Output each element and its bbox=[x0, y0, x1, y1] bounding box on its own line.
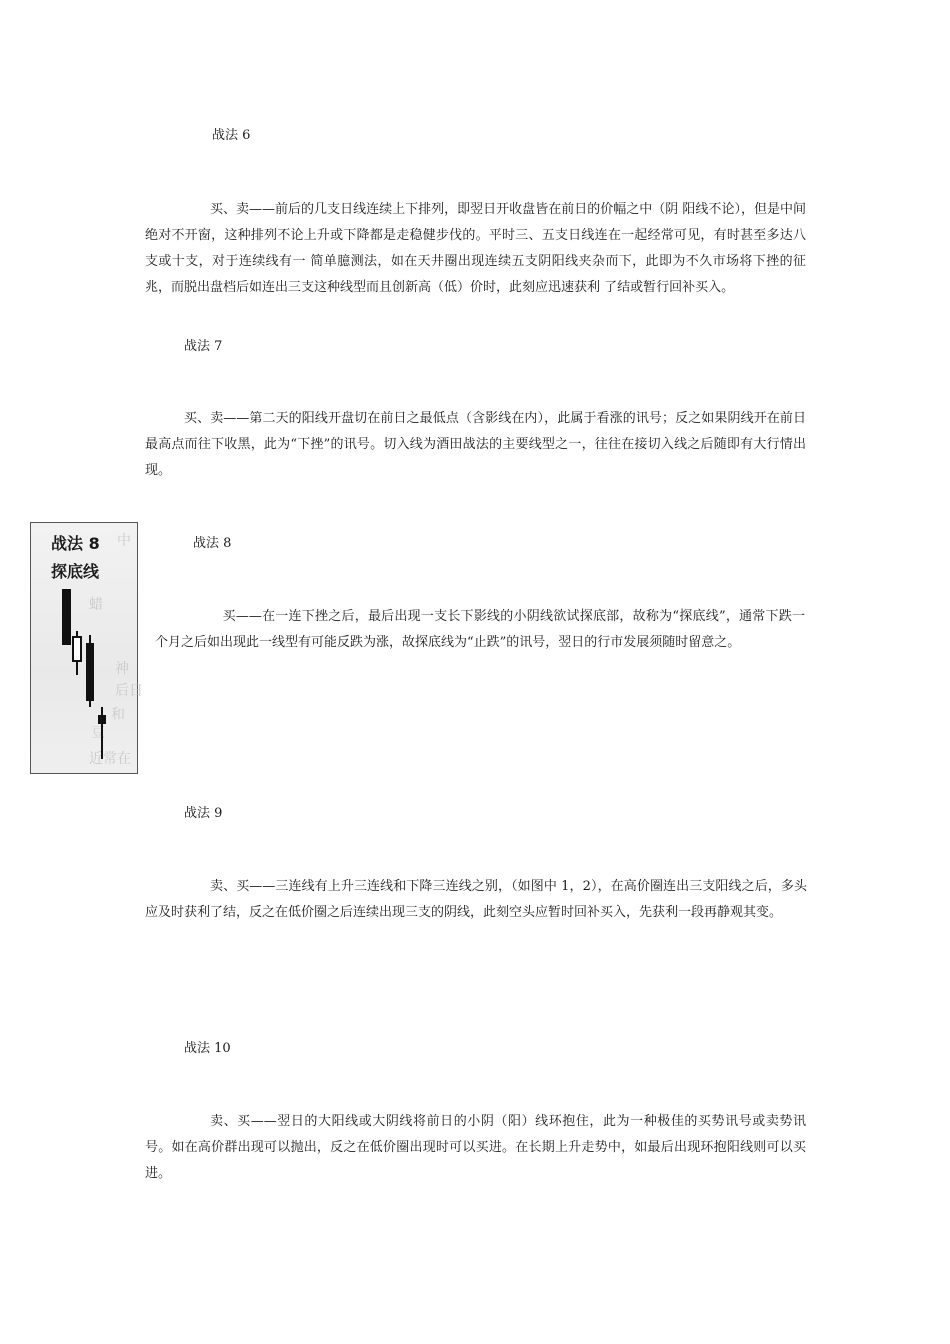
svg-text:近常在: 近常在 bbox=[89, 751, 131, 767]
candle-3 bbox=[86, 643, 94, 701]
candle-4 bbox=[98, 715, 106, 724]
svg-text:和: 和 bbox=[111, 707, 125, 723]
section-6-text: 买、卖——前后的几支日线连续上下排列，即翌日开收盘皆在前日的价幅之中（阴 阳线不论），但是中间绝对不开窗，这种排列不论上升或下降都是走稳健步伐的。平时三、五支日线连在一起经常可见，有时甚至多达八支或十支，对于连续线有一 简单臆测法，如在天井圈出现连续五支阴阳线夹杂而下，此即为不久市场将下挫的征兆，而脱出盘档后如连出三支这种线型而且创新高（低）价时，此刻应迅速获利 了结或暂行回补买入。 bbox=[145, 202, 806, 295]
section-10-title: 战法 10 bbox=[184, 1041, 231, 1056]
section-7-text: 买、卖——第二天的阳线开盘切在前日之最低点（含影线在内），此属于看涨的讯号；反之如果阴线开在前日最高点而往下收黑，此为“下挫”的讯号。切入线为酒田战法的主要线型之一，往往在接切入线之后随即有大行情出现。 bbox=[145, 411, 806, 478]
candlestick-chart-icon bbox=[31, 523, 143, 775]
section-8-title: 战法 8 bbox=[193, 536, 232, 551]
section-9-text: 卖、买——三连线有上升三连线和下降三连线之别，（如图中 1，2），在高价圈连出三支阳线之后，多头应及时获利了结，反之在低价圈之后连续出现三支的阴线，此刻空头应暂时回补买入，先获利一段再静观其变。 bbox=[145, 879, 807, 920]
candle-1 bbox=[62, 589, 71, 645]
section-10-text: 卖、买——翌日的大阳线或大阴线将前日的小阴（阳）线环抱住，此为一种极佳的买势讯号或卖势讯号。如在高价群出现可以抛出，反之在低价圈出现时可以买进。在长期上升走势中，如最后出现环抱阳线则可以买进。 bbox=[145, 1114, 806, 1181]
svg-text:后日: 后日 bbox=[115, 683, 143, 699]
candle-2 bbox=[73, 637, 81, 661]
candlestick-figure bbox=[30, 522, 143, 774]
section-7-title: 战法 7 bbox=[184, 339, 223, 354]
section-6-title: 战法 6 bbox=[212, 128, 251, 143]
figure-label-1: 战法 8 bbox=[51, 534, 100, 553]
section-9-title: 战法 9 bbox=[184, 806, 223, 821]
svg-text:中: 中 bbox=[117, 533, 131, 549]
svg-text:神: 神 bbox=[115, 661, 129, 677]
svg-text:蜡: 蜡 bbox=[89, 597, 103, 613]
figure-label-2: 探底线 bbox=[51, 562, 100, 581]
section-8-text: 买——在一连下挫之后，最后出现一支长下影线的小阴线欲试探底部，故称为“探底线”，通常下跌一个月之后如出现此一线型有可能反跌为涨，故探底线为“止跌”的讯号，翌日的行市发展须随时留意之。 bbox=[155, 609, 805, 650]
svg-text:豆: 豆 bbox=[91, 725, 105, 741]
